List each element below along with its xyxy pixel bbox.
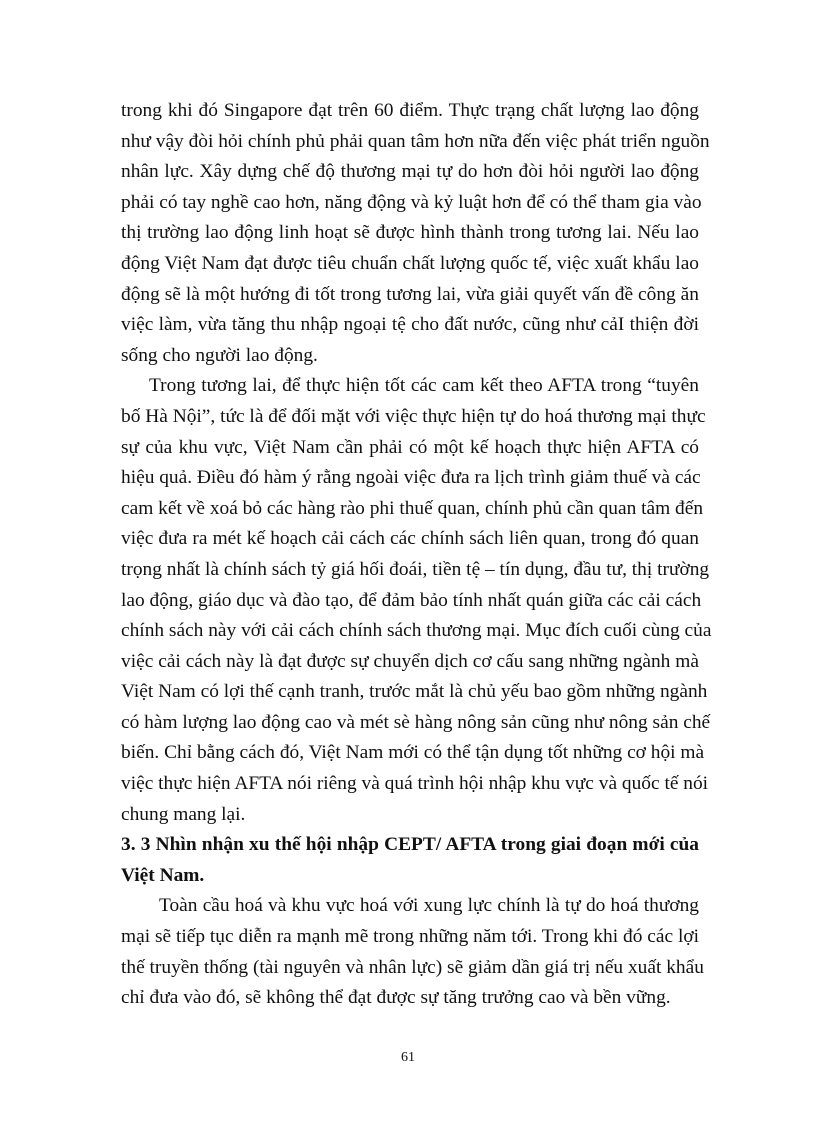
text-line: Trong tương lai, để thực hiện tốt các cam kết theo AFTA trong “tuyên — [149, 375, 699, 397]
text-line: cam kết về xoá bỏ các hàng rào phi thuế quan, chính phủ cần quan tâm đến — [121, 497, 704, 519]
text-line: trong khi đó Singapore đạt trên 60 điểm. Thực trạng chất lượng lao động — [121, 100, 699, 121]
heading-line: Việt Nam. — [121, 864, 205, 886]
document-page — [121, 96, 712, 1014]
paragraph-2 — [121, 371, 712, 830]
paragraph-1 — [121, 96, 710, 371]
text-line: Toàn cầu hoá và khu vực hoá với xung lực chính là tự do hoá thương — [159, 895, 699, 917]
text-line: chỉ đưa vào đó, sẽ không thể đạt được sự tăng trưởng cao và bền vững. — [121, 987, 671, 1009]
page-number: 61 — [401, 1050, 415, 1065]
text-line: mại sẽ tiếp tục diễn ra mạnh mẽ trong những năm tới. Trong khi đó các lợi — [121, 926, 699, 948]
text-line: sự của khu vực, Việt Nam cần phải có một kế hoạch thực hiện AFTA có — [121, 436, 699, 458]
text-line: bố Hà Nội”, tức là để đối mặt với việc thực hiện tự do hoá thương mại thực — [121, 405, 706, 427]
text-line: nhân lực. Xây dựng chế độ thương mại tự do hơn đòi hỏi người lao động — [121, 161, 699, 183]
text-line: việc làm, vừa tăng thu nhập ngoại tệ cho đất nước, cũng như cảI thiện đời — [121, 314, 699, 336]
section-heading — [121, 830, 699, 891]
text-line: chính sách này với cải cách chính sách thương mại. Mục đích cuối cùng của — [121, 620, 712, 642]
text-line: việc đưa ra mét kế hoạch cải cách các chính sách liên quan, trong đó quan — [121, 528, 699, 550]
heading-line: 3. 3 Nhìn nhận xu thế hội nhập CEPT/ AFTA trong giai đoạn mới của — [121, 834, 699, 856]
text-line: hiệu quả. Điều đó hàm ý rằng ngoài việc đưa ra lịch trình giảm thuế và các — [121, 467, 701, 489]
text-line: thị trường lao động linh hoạt sẽ được hình thành trong tương lai. Nếu lao — [121, 222, 699, 244]
text-line: như vậy đòi hỏi chính phủ phải quan tâm hơn nữa đến việc phát triển nguồn — [121, 130, 710, 152]
paragraph-3 — [121, 891, 704, 1013]
text-line: việc thực hiện AFTA nói riêng và quá trình hội nhập khu vực và quốc tế nói — [121, 773, 709, 795]
text-line: biến. Chỉ bằng cách đó, Việt Nam mới có thể tận dụng tốt những cơ hội mà — [121, 742, 705, 764]
text-line: sống cho người lao động. — [121, 344, 318, 366]
text-line: Việt Nam có lợi thế cạnh tranh, trước mắt là chủ yếu bao gồm những ngành — [121, 681, 708, 703]
text-line: phải có tay nghề cao hơn, năng động và kỷ luật hơn để có thể tham gia vào — [121, 191, 702, 213]
text-line: trọng nhất là chính sách tỷ giá hối đoái, tiền tệ – tín dụng, đầu tư, thị trường — [121, 558, 710, 580]
text-line: động Việt Nam đạt được tiêu chuẩn chất lượng quốc tế, việc xuất khẩu lao — [121, 252, 699, 274]
text-line: có hàm lượng lao động cao và mét sè hàng nông sản cũng như nông sản chế — [121, 711, 711, 733]
text-line: thế truyền thống (tài nguyên và nhân lực) sẽ giảm dần giá trị nếu xuất khẩu — [121, 956, 704, 978]
text-line: động sẽ là một hướng đi tốt trong tương lai, vừa giải quyết vấn đề công ăn — [121, 283, 699, 305]
text-line: chung mang lại. — [121, 803, 246, 825]
text-line: lao động, giáo dục và đào tạo, để đảm bảo tính nhất quán giữa các cải cách — [121, 589, 702, 611]
text-line: việc cải cách này là đạt được sự chuyển dịch cơ cấu sang những ngành mà — [121, 650, 699, 672]
